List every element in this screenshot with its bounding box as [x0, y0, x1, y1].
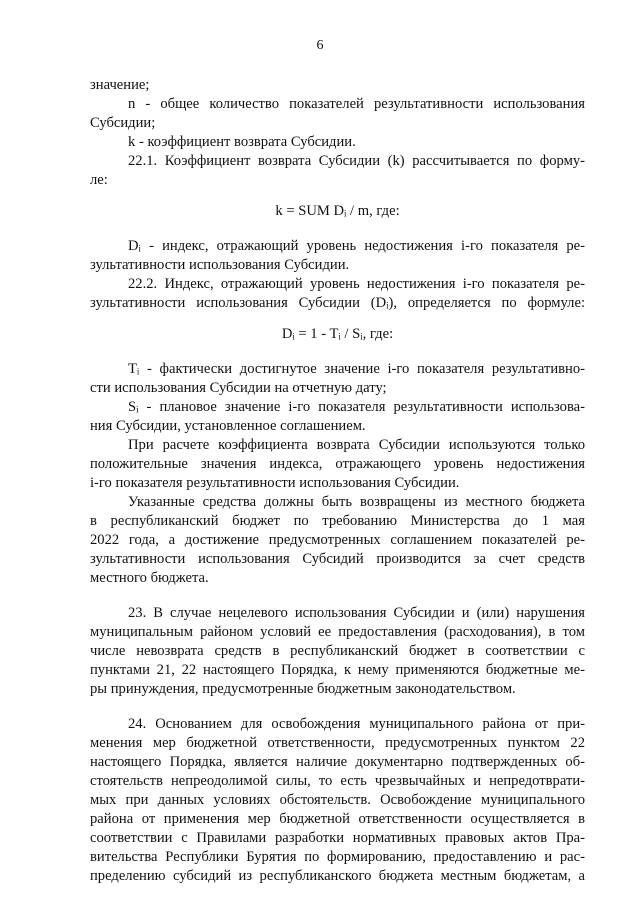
text-line: n - общее количество показателей результативности использования	[128, 96, 585, 112]
text-line: Sᵢ - плановое значение i-го показателя результативности использова-	[128, 399, 585, 415]
text-line: мых при данных условиях обстоятельств. Освобождение муниципального	[90, 792, 585, 808]
text-line: в республиканский бюджет по требованию Министерства до 1 мая	[90, 513, 585, 529]
text-line: Субсидии;	[90, 115, 156, 131]
text-line: района от применения мер бюджетной ответственности осуществляется в	[90, 811, 585, 827]
text-line: Tᵢ - фактически достигнутое значение i-го показателя результативно-	[128, 361, 585, 377]
text-line: Указанные средства должны быть возвращены из местного бюджета	[128, 494, 585, 510]
text-line: 22.2. Индекс, отражающий уровень недостижения i-го показателя ре-	[128, 276, 585, 292]
text-line: 24. Основанием для освобождения муниципального района от при-	[128, 716, 585, 732]
text-line: зультативности использования Субсидии.	[90, 257, 350, 273]
text-line: 2022 года, а достижение предусмотренных соглашением показателей ре-	[90, 532, 585, 548]
text-line: значение;	[90, 77, 150, 93]
formula-d: Dᵢ = 1 - Tᵢ / Sᵢ, где:	[281, 326, 394, 342]
text-line: настоящего Порядка, является наличие документарно подтвержденных об-	[90, 754, 585, 770]
text-line: ле:	[90, 172, 108, 188]
text-line: муниципальным районом условий ее предоставления (расходования), в том	[90, 624, 585, 640]
text-line: ры принуждения, предусмотренные бюджетным законодательством.	[90, 681, 516, 697]
text-line: i-го показателя результативности использования Субсидии.	[90, 475, 460, 491]
text-line: местного бюджета.	[90, 570, 209, 586]
text-line: 22.1. Коэффициент возврата Субсидии (k) рассчитывается по форму-	[128, 153, 585, 169]
formula-k: k = SUM Dᵢ / m, где:	[275, 203, 400, 219]
text-line: стоятельств непреодолимой силы, то есть чрезвычайных и непредотврати-	[90, 773, 585, 789]
text-line: 23. В случае нецелевого использования Субсидии и (или) нарушения	[128, 605, 585, 621]
text-line: пунктами 21, 22 настоящего Порядка, к нему применяются бюджетные ме-	[90, 662, 585, 678]
text-line: ния Субсидии, установленное соглашением.	[90, 418, 366, 434]
text-line: соответствии с Правилами разработки нормативных правовых актов Пра-	[90, 830, 585, 846]
text-line: пределению субсидий из республиканского бюджета местным бюджетам, а	[90, 868, 585, 884]
text-line: менения мер бюджетной ответственности, предусмотренных пунктом 22	[90, 735, 585, 751]
text-line: При расчете коэффициента возврата Субсидии используются только	[128, 437, 585, 453]
text-line: зультативности использования Субсидий производится за счет средств	[90, 551, 585, 567]
text-line: k - коэффициент возврата Субсидии.	[128, 134, 356, 150]
page-number: 6	[316, 38, 324, 53]
text-line: числе невозврата средств в республиканский бюджет в соответствии с	[90, 643, 585, 659]
text-line: Dᵢ - индекс, отражающий уровень недостижения i-го показателя ре-	[128, 238, 585, 254]
text-line: сти использования Субсидии на отчетную дату;	[90, 380, 387, 396]
text-line: положительные значения индекса, отражающего уровень недостижения	[90, 456, 585, 472]
text-line: вительства Республики Бурятия по формированию, предоставлению и рас-	[90, 849, 585, 865]
text-line: зультативности использования Субсидии (Dᵢ), определяется по формуле:	[90, 295, 585, 311]
